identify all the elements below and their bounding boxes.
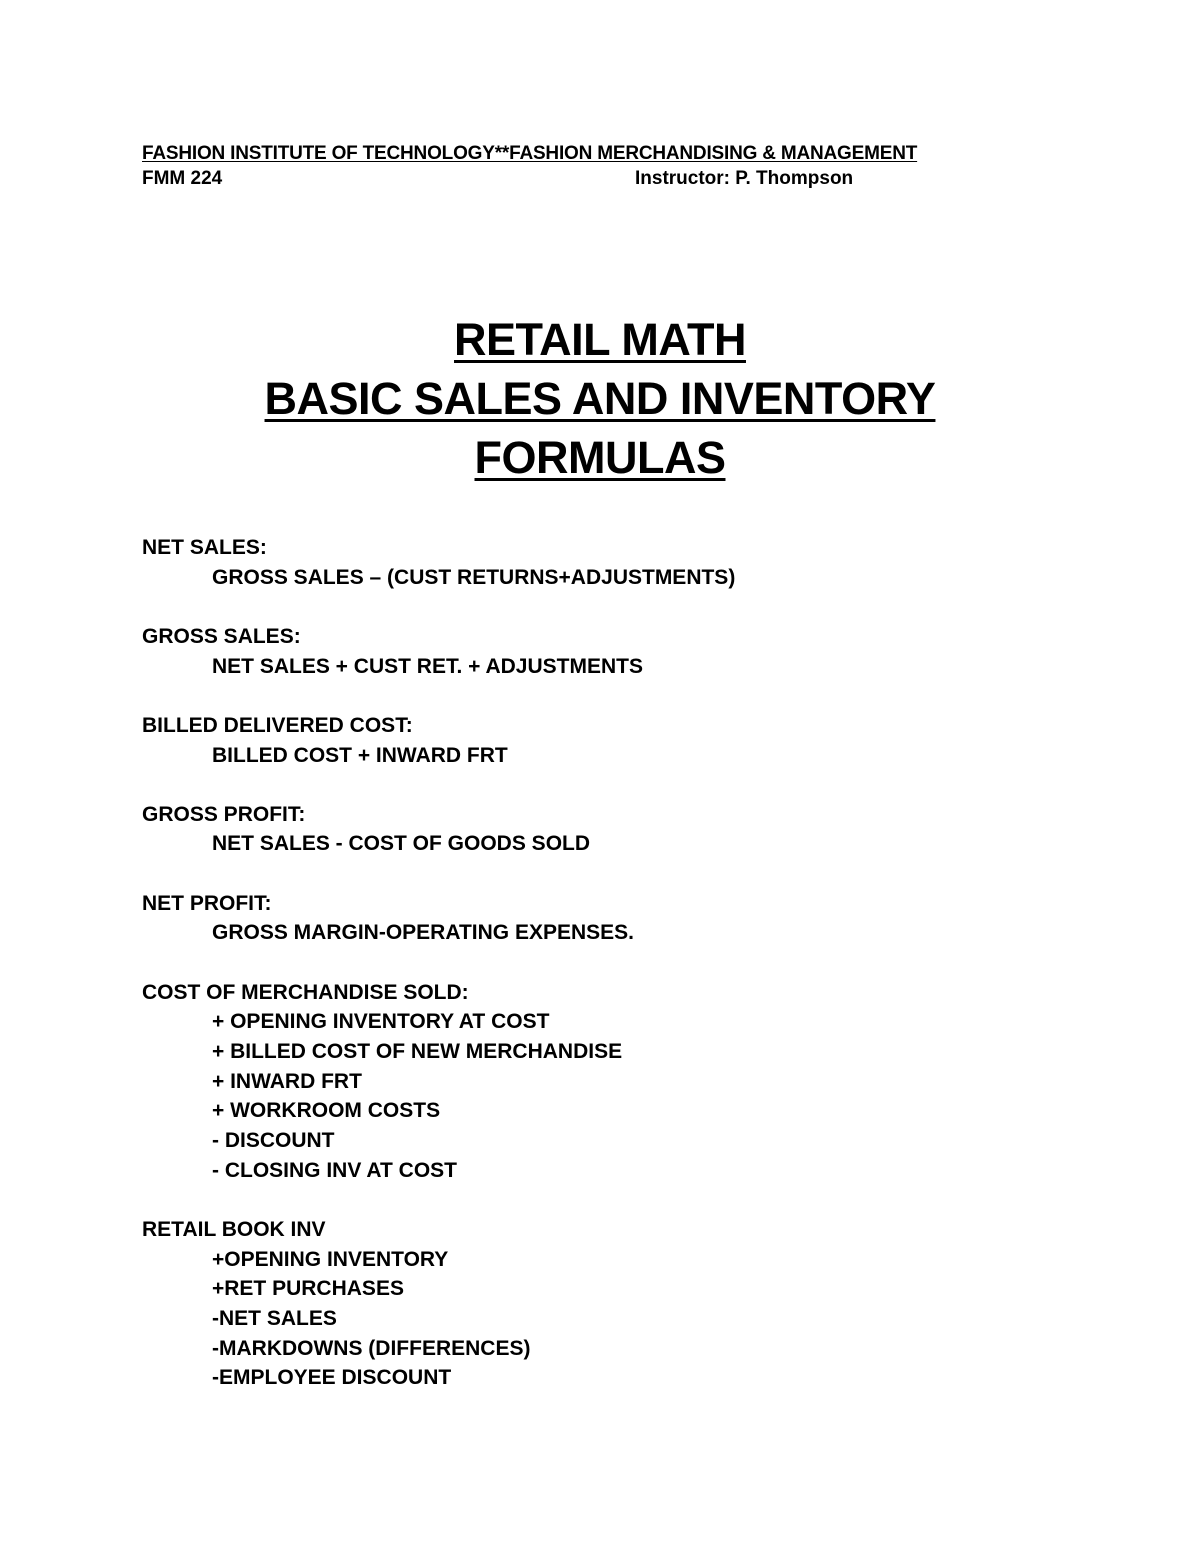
formula-label: GROSS SALES:	[142, 624, 301, 648]
formula-net-sales	[142, 533, 1142, 592]
formula-list	[142, 533, 1142, 1423]
formula-line: + WORKROOM COSTS	[212, 1099, 441, 1123]
formula-line: - CLOSING INV AT COST	[212, 1158, 457, 1182]
formula-line: + INWARD FRT	[212, 1069, 362, 1093]
formula-line: + BILLED COST OF NEW MERCHANDISE	[212, 1039, 623, 1063]
formula-label: BILLED DELIVERED COST:	[142, 713, 413, 737]
formula-gross-sales	[142, 622, 1142, 681]
formula-label: GROSS PROFIT:	[142, 802, 306, 826]
formula-retail-book-inv	[142, 1215, 1142, 1393]
institution-header: FASHION INSTITUTE OF TECHNOLOGY**FASHION MERCHANDISING & MANAGEMENT	[142, 143, 918, 164]
formula-line: +RET PURCHASES	[212, 1277, 404, 1301]
formula-gross-profit	[142, 800, 1142, 859]
title-line-1: RETAIL MATH	[454, 314, 746, 365]
formula-label: RETAIL BOOK INV	[142, 1217, 326, 1241]
formula-label: NET PROFIT:	[142, 891, 272, 915]
formula-line: -EMPLOYEE DISCOUNT	[212, 1366, 452, 1390]
course-code: FMM 224	[142, 168, 223, 189]
formula-line: GROSS MARGIN-OPERATING EXPENSES.	[212, 921, 634, 945]
document-title	[0, 310, 1200, 487]
formula-cost-of-merchandise-sold	[142, 978, 1142, 1186]
formula-billed-delivered-cost	[142, 711, 1142, 770]
formula-net-profit	[142, 889, 1142, 948]
formula-line: +OPENING INVENTORY	[212, 1247, 449, 1271]
title-line-2: BASIC SALES AND INVENTORY	[264, 373, 936, 424]
formula-line: + OPENING INVENTORY AT COST	[212, 1010, 550, 1034]
formula-line: - DISCOUNT	[212, 1129, 335, 1153]
formula-line: -NET SALES	[212, 1307, 337, 1331]
formula-line: -MARKDOWNS (DIFFERENCES)	[212, 1336, 531, 1360]
title-line-3: FORMULAS	[474, 432, 726, 483]
instructor-name: Instructor: P. Thompson	[635, 168, 854, 189]
formula-line: BILLED COST + INWARD FRT	[212, 743, 508, 767]
formula-label: COST OF MERCHANDISE SOLD:	[142, 980, 469, 1004]
formula-label: NET SALES:	[142, 536, 267, 559]
formula-line: NET SALES + CUST RET. + ADJUSTMENTS	[212, 654, 643, 678]
formula-line: NET SALES - COST OF GOODS SOLD	[212, 832, 591, 856]
formula-line: GROSS SALES – (CUST RETURNS+ADJUSTMENTS)	[212, 565, 736, 589]
